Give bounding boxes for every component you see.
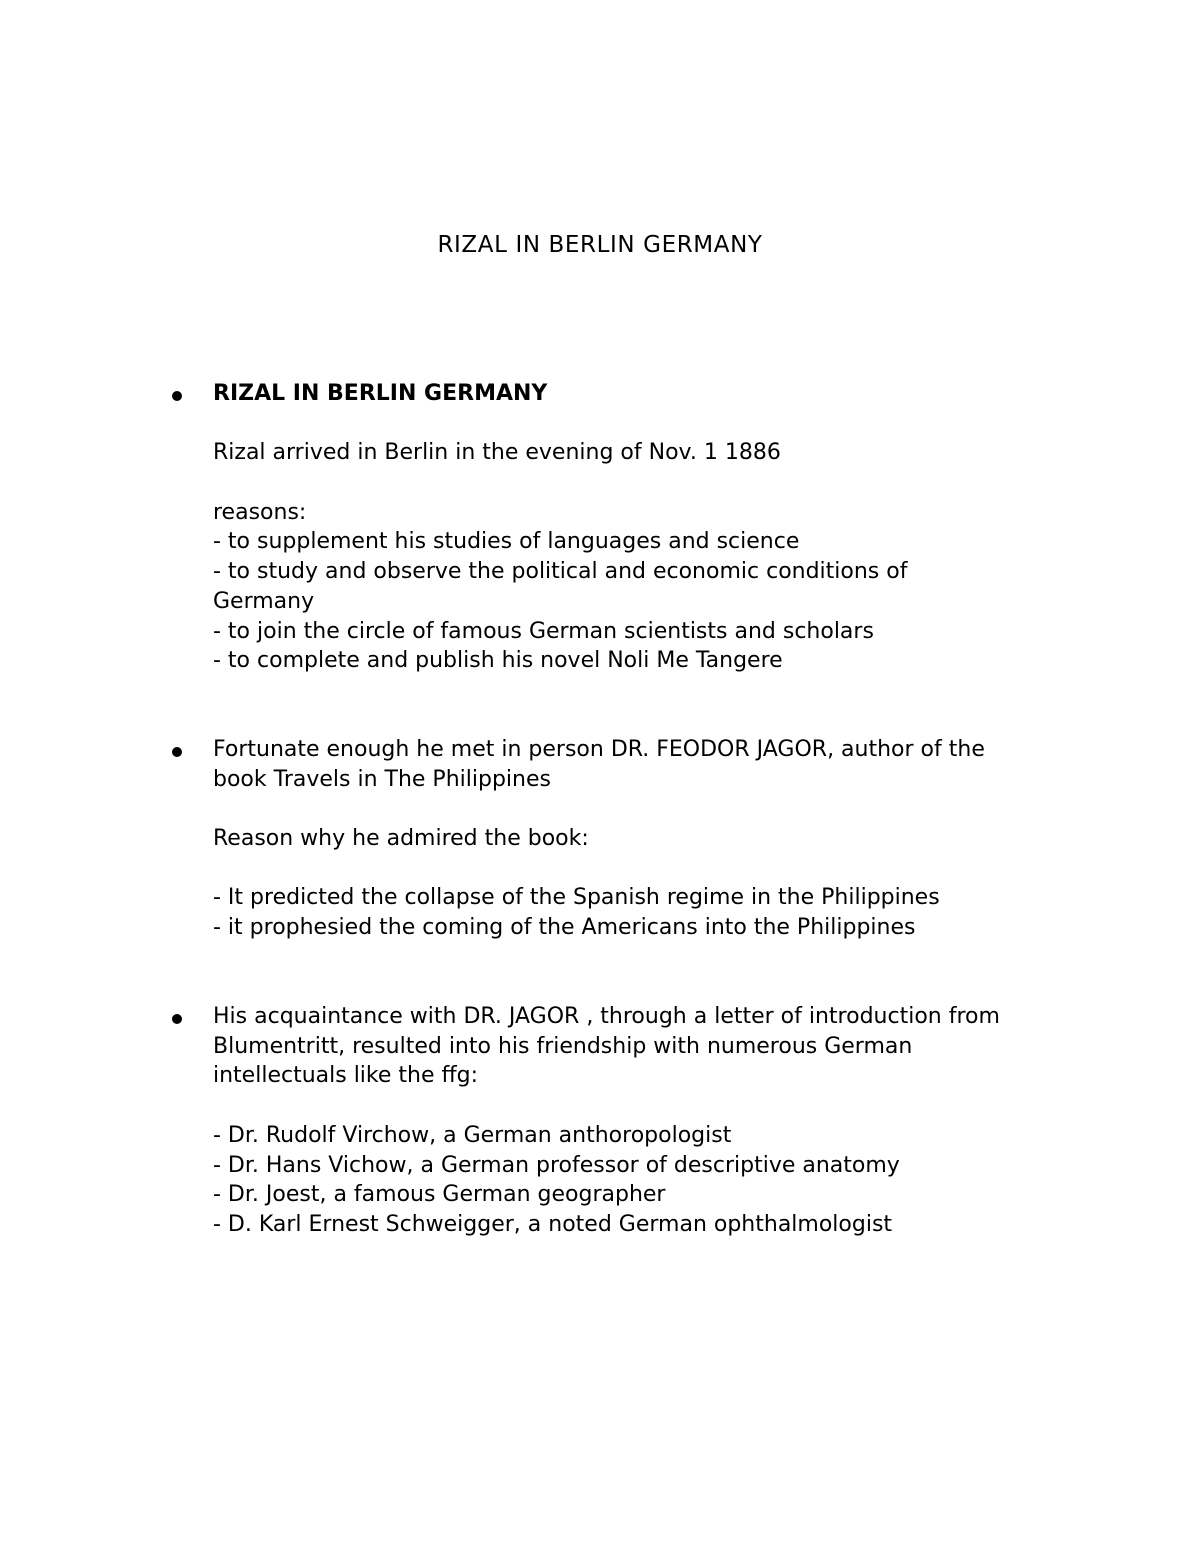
reason-item: - to supplement his studies of languages and science xyxy=(213,529,800,555)
reason-item: - to study and observe the political and economic conditions of xyxy=(213,559,908,585)
bullet-icon xyxy=(172,747,182,757)
list-item: - Dr. Hans Vichow, a German professor of descriptive anatomy xyxy=(213,1152,900,1178)
sub-label: Reason why he admired the book: xyxy=(213,826,589,852)
paragraph-line: His acquaintance with DR. JAGOR , through a letter of introduction from xyxy=(213,1004,1000,1029)
list-item: - Dr. Joest, a famous German geographer xyxy=(213,1182,666,1208)
paragraph-line: intellectuals like the ffg: xyxy=(213,1063,479,1089)
paragraph-line: book Travels in The Philippines xyxy=(213,766,551,792)
bullet-item-german-intellectuals xyxy=(213,1002,1093,1240)
reason-item: - to join the circle of famous German scientists and scholars xyxy=(213,618,874,644)
bullet-item-berlin-arrival xyxy=(213,379,1093,676)
bullet-heading: RIZAL IN BERLIN GERMANY xyxy=(213,381,548,406)
list-item: - Dr. Rudolf Virchow, a German anthoropologist xyxy=(213,1122,732,1148)
bullet-icon xyxy=(172,391,182,401)
document-title: RIZAL IN BERLIN GERMANY xyxy=(437,232,763,258)
reasons-label: reasons: xyxy=(213,499,307,525)
paragraph-line: Blumentritt, resulted into his friendship with numerous German xyxy=(213,1033,913,1059)
list-item: - It predicted the collapse of the Spanish regime in the Philippines xyxy=(213,885,940,911)
paragraph-line: Fortunate enough he met in person DR. FEODOR JAGOR, author of the xyxy=(213,737,985,762)
reason-item-continued: Germany xyxy=(213,588,315,614)
reason-item: - to complete and publish his novel Noli Me Tangere xyxy=(213,648,783,674)
list-item: - it prophesied the coming of the Americans into the Philippines xyxy=(213,915,916,941)
bullet-icon xyxy=(172,1014,182,1024)
arrival-text: Rizal arrived in Berlin in the evening of Nov. 1 1886 xyxy=(213,440,781,466)
bullet-item-jagor-meeting xyxy=(213,735,1093,943)
list-item: - D. Karl Ernest Schweigger, a noted German ophthalmologist xyxy=(213,1211,893,1237)
